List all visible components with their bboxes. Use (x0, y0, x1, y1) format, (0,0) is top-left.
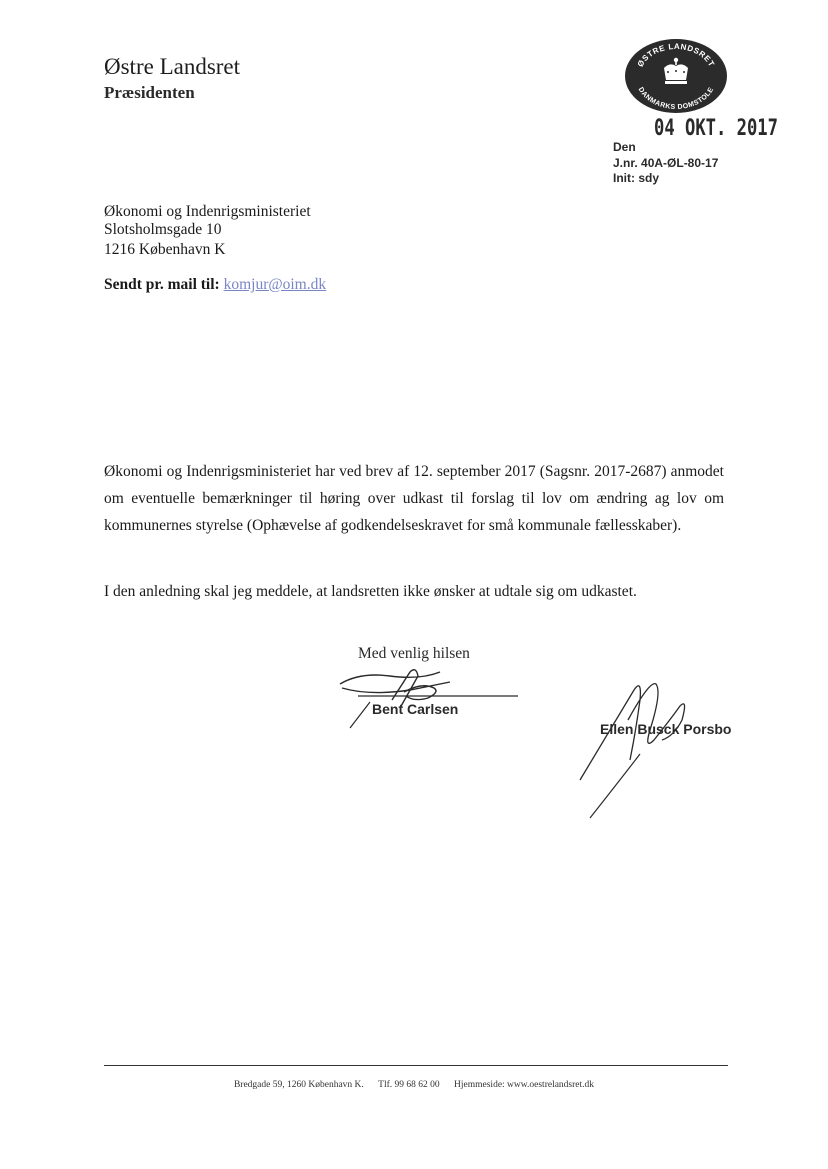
footer-contact-line (0, 1080, 828, 1090)
court-seal (624, 38, 728, 114)
recipient-email-link[interactable]: komjur@oim.dk (223, 276, 327, 293)
signer-2-name: Ellen Busck Porsbo (600, 721, 732, 737)
signature-bent-carlsen (330, 662, 530, 732)
court-name: Østre Landsret (104, 54, 241, 79)
signer-1-name: Bent Carlsen (372, 701, 459, 717)
footer-divider (104, 1065, 728, 1066)
body-paragraph-2: I den anledning skal jeg meddele, at landsretten ikke ønsker at udtale sig om udkastet. (104, 583, 637, 600)
seal-bottom-text: DANMARKS DOMSTOLE (636, 86, 716, 112)
footer-address: Bredgade 59, 1260 København K. (233, 1080, 364, 1090)
initials: Init: sdy (613, 171, 660, 185)
court-subtitle: Præsidenten (104, 83, 195, 102)
recipient-name: Økonomi og Indenrigsministeriet (104, 203, 311, 220)
recipient-city: 1216 København K (104, 241, 226, 258)
date-label: Den (613, 140, 636, 154)
signature-ellen-busck-porsbo (570, 670, 710, 820)
seal-top-text: ØSTRE LANDSRET (635, 41, 717, 69)
footer-phone: Tlf. 99 68 62 00 (378, 1080, 440, 1090)
received-date-stamp: 04 OKT. 2017 (654, 116, 778, 141)
sent-by-mail-line (104, 276, 326, 294)
body-paragraph-1: Økonomi og Indenrigsministeriet har ved brev af 12. september 2017 (Sagsnr. 2017-2687) anmodet om eventuelle bemærkninger til høring over udkast til forslag til lov om ændring ag lov om kommunernes styrelse (Ophævelse af godkendelseskravet for små kommunale fællesskaber). (104, 463, 724, 534)
sent-label: Sendt pr. mail til: (104, 276, 220, 293)
closing-greeting: Med venlig hilsen (358, 645, 470, 662)
footer-website: Hjemmeside: www.oestrelandsret.dk (454, 1080, 595, 1090)
recipient-street: Slotsholmsgade 10 (104, 221, 222, 238)
journal-number: J.nr. 40A-ØL-80-17 (613, 156, 719, 170)
